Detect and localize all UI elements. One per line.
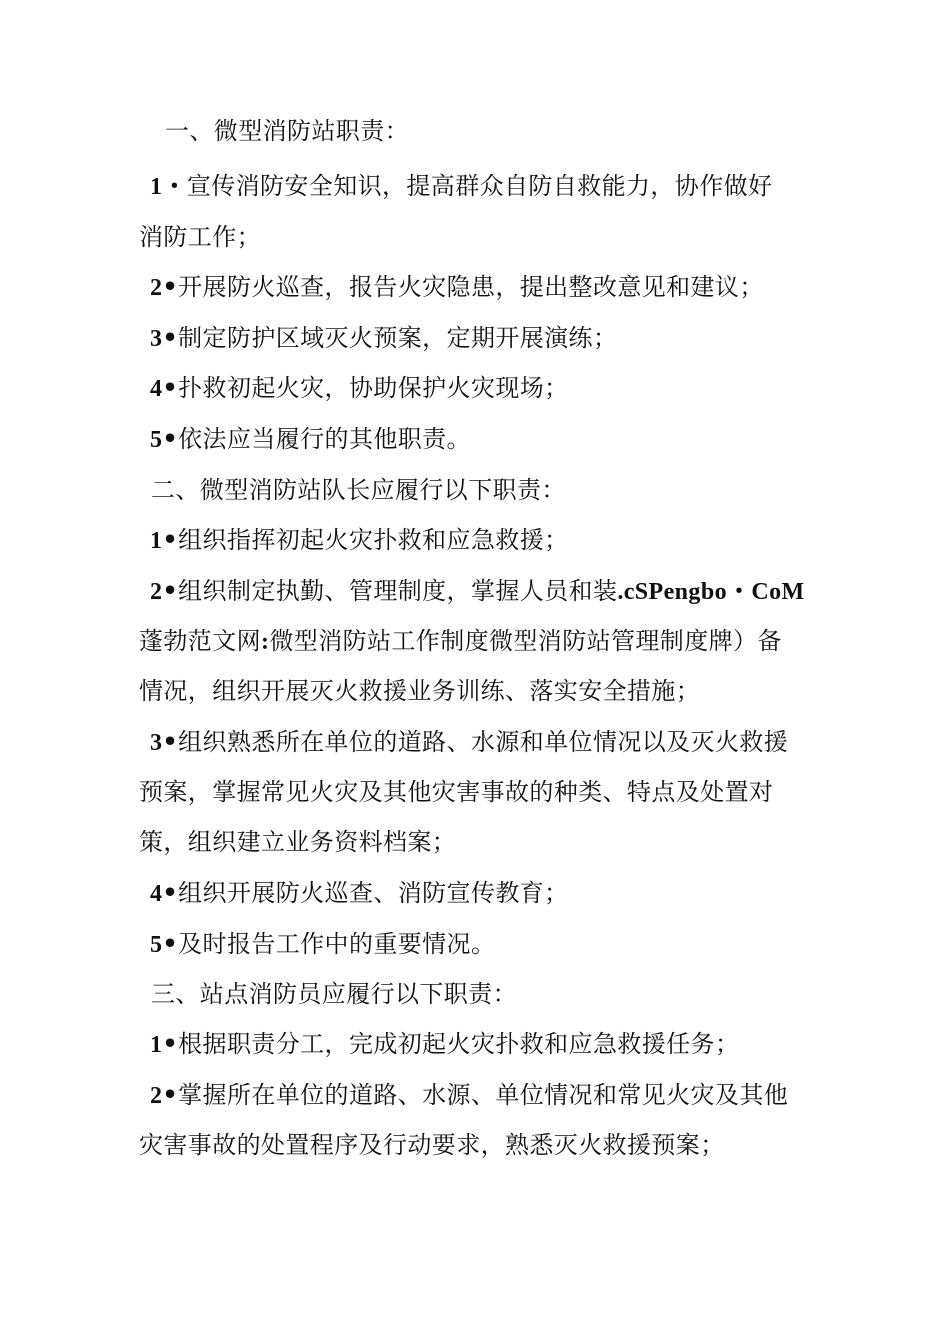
- item-separator: •: [162, 727, 179, 756]
- list-item: [150, 727, 950, 758]
- item-continuation: 情况，组织开展灭火救援业务训练、落实安全措施；: [139, 677, 701, 705]
- section-heading: 三、站点消防员应履行以下职责：: [151, 980, 517, 1008]
- site-name: 蓬勃范文网: [139, 627, 261, 655]
- item-continuation: [139, 626, 950, 657]
- item-text: 组织制定执勤、管理制度，掌握人员和装: [178, 577, 618, 605]
- list-item: [150, 1080, 950, 1111]
- item-separator: •: [162, 878, 179, 907]
- item-separator: ・: [162, 171, 187, 200]
- section-heading: 二、微型消防站队长应履行以下职责：: [151, 476, 566, 504]
- item-number: 1: [150, 174, 163, 200]
- item-text: 组织指挥初起火灾扑救和应急救援；: [178, 526, 569, 554]
- item-text: 根据职责分工，完成初起火灾扑救和应急救援任务；: [178, 1030, 740, 1058]
- item-number: 2: [150, 579, 163, 605]
- item-continuation: 预案，掌握常见火灾及其他灾害事故的种类、特点及处置对: [139, 778, 774, 806]
- item-text: 掌握所在单位的道路、水源、单位情况和常见火灾及其他: [178, 1081, 789, 1109]
- list-item: [150, 373, 950, 404]
- item-text: 开展防火巡查，报告火灾隐患，提出整改意见和建议；: [178, 273, 764, 301]
- item-text: 制定防护区域灭火预案，定期开展演练；: [178, 324, 618, 352]
- list-item: [150, 171, 950, 202]
- list-item: [150, 424, 950, 455]
- item-text: 扑救初起火灾，协助保护火灾现场；: [178, 374, 569, 402]
- item-number: 3: [150, 730, 163, 756]
- item-text: 组织开展防火巡查、消防宣传教育；: [178, 879, 569, 907]
- list-item: [150, 525, 950, 556]
- item-text: 依法应当履行的其他职责。: [178, 425, 471, 453]
- item-separator: •: [162, 929, 179, 958]
- item-separator: •: [162, 576, 179, 605]
- item-separator: •: [162, 1080, 179, 1109]
- item-separator: •: [162, 272, 179, 301]
- watermark-site-url: .cSPengbo・CoM: [617, 579, 805, 605]
- item-separator: •: [162, 525, 179, 554]
- item-number: 2: [150, 1083, 163, 1109]
- list-item: [150, 272, 950, 303]
- list-item: [150, 929, 950, 960]
- item-number: 5: [150, 932, 163, 958]
- item-number: 4: [150, 881, 163, 907]
- item-separator: •: [162, 373, 179, 402]
- item-separator: •: [162, 323, 179, 352]
- item-text: 组织熟悉所在单位的道路、水源和单位情况以及灭火救援: [178, 728, 789, 756]
- item-number: 1: [150, 528, 163, 554]
- item-number: 5: [150, 427, 163, 453]
- item-number: 3: [150, 326, 163, 352]
- item-separator: •: [162, 424, 179, 453]
- item-text: 微型消防站工作制度微型消防站管理制度牌）备: [269, 627, 782, 655]
- item-number: 4: [150, 376, 163, 402]
- item-text: 宣传消防安全知识，提高群众自防自救能力，协作做好: [186, 172, 773, 200]
- list-item: [150, 576, 950, 607]
- item-continuation: 灾害事故的处置程序及行动要求，熟悉灭火救援预案；: [139, 1131, 725, 1159]
- item-number: 1: [150, 1032, 163, 1058]
- section-heading: 一、微型消防站职责：: [165, 117, 409, 145]
- item-continuation: 消防工作；: [139, 223, 261, 251]
- item-text: 及时报告工作中的重要情况。: [178, 930, 496, 958]
- item-separator: •: [162, 1029, 179, 1058]
- item-number: 2: [150, 275, 163, 301]
- list-item: [150, 878, 950, 909]
- item-continuation: 策，组织建立业务资料档案；: [139, 828, 457, 856]
- list-item: [150, 323, 950, 354]
- colon: :: [261, 629, 270, 655]
- list-item: [150, 1029, 950, 1060]
